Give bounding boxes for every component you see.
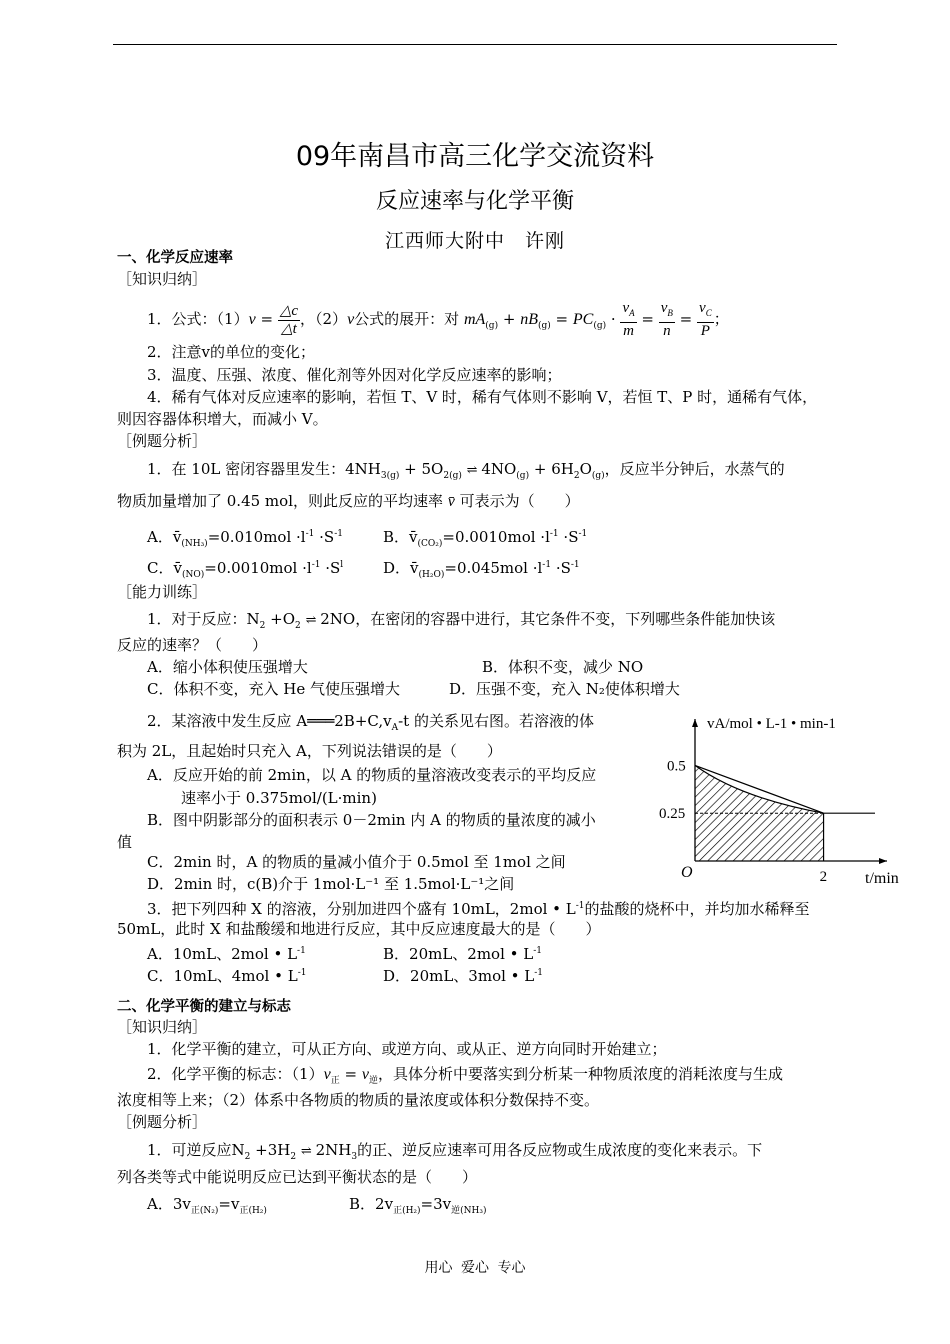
knowledge-label-2: ［知识归纳］ xyxy=(117,1018,208,1036)
example-1-option-d: D．$v̄_{(H_2O)}=0.045mol \cdot l^{-1} \cdot S^{-1}$ xyxy=(383,559,580,580)
origin-label: O xyxy=(681,864,693,881)
question-3-option-c: C．10mL、4mol • $L^{-1}$ xyxy=(147,967,307,985)
question-3-option-a: A．10mL、2mol • $L^{-1}$ xyxy=(147,945,306,963)
question-1-option-d: D．压强不变，充入 N₂使体积增大 xyxy=(449,680,680,698)
s2-example-1-line-b: 列各类等式中能说明反应已达到平衡状态的是（ ） xyxy=(117,1168,478,1186)
doc-author: 江西师大附中 许刚 xyxy=(384,230,565,252)
x-axis-arrow xyxy=(879,858,887,864)
section-heading: 一、化学反应速率 xyxy=(117,250,233,266)
section-heading-2: 二、化学平衡的建立与标志 xyxy=(117,999,291,1015)
y-tick-label: 0.25 xyxy=(659,806,686,823)
example-label-2: ［例题分析］ xyxy=(117,1113,208,1131)
knowledge-label: ［知识归纳］ xyxy=(117,270,208,288)
question-3-option-b: B．20mL、2mol • $L^{-1}$ xyxy=(383,945,543,963)
page-footer: 用心 爱心 专心 xyxy=(424,1260,526,1276)
s2-knowledge-2a: 2．化学平衡的标志：$(1)v_正 = v_逆$，具体分析中要落实到分析某一种物质浓度的消耗浓度与生成 xyxy=(147,1065,783,1086)
question-1-line-a: 1．对于反应：$N_2 +O_2$ ⇌ 2NO，在密闭的容器中进行，其它条件不变，下列哪些条件能加快该 xyxy=(147,610,776,631)
y-axis-label: vA/mol • L-1 • min-1 xyxy=(707,716,836,732)
example-1-option-c: C．$v̄_{(NO)}=0.0010mol \cdot l^{-1} \cdot S^l$ xyxy=(147,559,344,580)
example-1-option-b: B．$v̄_{(CO_2)}=0.0010mol \cdot l^{-1} \cdot S^{-1}$ xyxy=(383,528,588,549)
knowledge-4a: 4．稀有气体对反应速率的影响，若恒 T、V 时，稀有气体则不影响 V，若恒 T、P 时，通稀有气体， xyxy=(147,388,818,406)
question-1-option-c: C．体积不变，充入 He 气使压强增大 xyxy=(147,680,400,698)
question-2-option-a2: 速率小于 0.375mol/(L·min) xyxy=(181,789,377,807)
question-2-option-a1: A．反应开始的前 2min，以 A 的物质的量溶液改变表示的平均反应 xyxy=(147,766,597,784)
s2-example-1-option-a: A．$3v_{正(N_2)}=v_{正(H_2)}$ xyxy=(147,1195,267,1216)
s2-example-1-line-a: 1．可逆反应$N_2 +3H_2$ ⇌ $2NH_3$的正、逆反应速率可用各反应物或生成浓度的变化来表示。下 xyxy=(147,1141,763,1162)
y-axis-arrow xyxy=(692,719,698,727)
question-2-option-b1: B．图中阴影部分的面积表示 0－2min 内 A 的物质的量浓度的减小 xyxy=(147,811,596,829)
x-axis-label: t/min xyxy=(865,870,899,887)
doc-title: 09年南昌市高三化学交流资料 xyxy=(295,141,655,172)
rate-time-chart xyxy=(650,706,899,896)
s2-knowledge-1: 1．化学平衡的建立，可从正方向、或逆方向、或从正、逆方向同时开始建立； xyxy=(147,1040,667,1058)
question-3-line-a: 3．把下列四种 X 的溶液，分别加进四个盛有 10mL，2mol • $L^{-1}$的盐酸的烧杯中，并均加水稀释至 xyxy=(147,900,810,918)
question-3-line-b: 50mL，此时 X 和盐酸缓和地进行反应，其中反应速度最大的是（ ） xyxy=(117,920,601,938)
formula-line: 1．公式：（1）v = $\frac{\triangle c}{\triangle t}$ ，（2）v公式的展开：对 $mA_{(g)} + nB_{(g)} = PC_{(g)}$ · $\frac{v_A}{m}$ = $\frac{v_B}{n}$ = $\frac{v_C}{P}$ ； xyxy=(147,300,729,339)
question-2-option-c: C．2min 时，A 的物质的量减小值介于 0.5mol 至 1mol 之间 xyxy=(147,853,566,871)
question-2-line-a: 2．某溶液中发生反应 $A═══2B+C,v_A-t$ 的关系见右图。若溶液的体 xyxy=(147,712,594,733)
question-3-option-d: D．20mL、3mol • $L^{-1}$ xyxy=(383,967,544,985)
knowledge-4b: 则因容器体积增大，而减小 V。 xyxy=(117,410,328,428)
question-1-option-b: B．体积不变，减少 NO xyxy=(482,658,644,676)
y-tick-label: 0.5 xyxy=(667,758,686,775)
example-1-line-a: 1．在 10L 密闭容器里发生：$4NH_{3(g)} + 5O_{2(g)}$ ⇌ $4NO_{(g)} + 6H_2O_{(g)}$，反应半分钟后，水蒸气的 xyxy=(147,460,785,481)
x-tick-label: 2 xyxy=(819,869,828,885)
example-1-option-a: A．$v̄_{(NH_3)}=0.010mol \cdot l^{-1} \cdot S^{-1}$ xyxy=(147,528,343,549)
question-2-line-b: 积为 2L，且起始时只充入 A，下列说法错误的是（ ） xyxy=(117,742,502,760)
knowledge-3: 3．温度、压强、浓度、催化剂等外因对化学反应速率的影响； xyxy=(147,366,562,384)
training-label: ［能力训练］ xyxy=(117,583,208,601)
s2-example-1-option-b: B．$2v_{正(H_2)}=3v_{逆(NH_3)}$ xyxy=(349,1195,487,1216)
shaded-area xyxy=(695,765,824,861)
doc-subtitle: 反应速率与化学平衡 xyxy=(375,189,574,214)
top-rule xyxy=(113,44,837,45)
question-2-option-d: D．2min 时，c(B)介于 1mol·L⁻¹ 至 1.5mol·L⁻¹之间 xyxy=(147,875,515,893)
example-label: ［例题分析］ xyxy=(117,432,208,450)
knowledge-2: 2．注意v的单位的变化； xyxy=(147,343,316,361)
question-1-option-a: A．缩小体积使压强增大 xyxy=(147,658,308,676)
question-2-option-b2: 值 xyxy=(117,833,133,851)
question-1-line-b: 反应的速率？（ ） xyxy=(117,636,268,654)
s2-knowledge-2b: 浓度相等上来；（2）体系中各物质的物质的量浓度或体积分数保持不变。 xyxy=(117,1091,600,1109)
example-1-line-b: 物质加量增加了 0.45 mol，则此反应的平均速率 v̄ 可表示为（ ） xyxy=(117,492,580,510)
